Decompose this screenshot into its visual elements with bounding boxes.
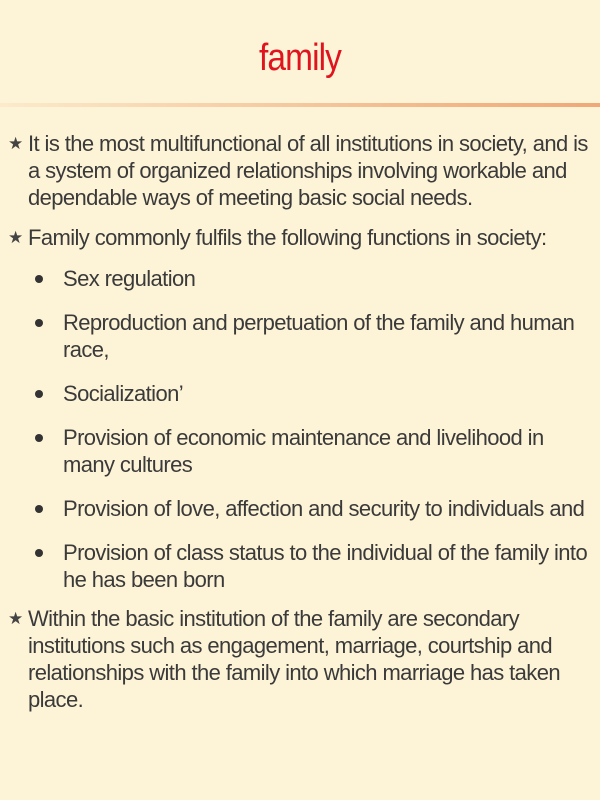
- dot-bullet-icon: [35, 549, 43, 557]
- list-item: [8, 380, 596, 407]
- dot-bullet-icon: [35, 319, 43, 327]
- bullet-item: [8, 224, 596, 251]
- title-divider: [0, 103, 600, 107]
- star-bullet-icon: ★: [8, 609, 23, 628]
- list-item-text: Socialization’: [63, 381, 184, 406]
- list-item-text: Provision of love, affection and security to individuals and: [63, 496, 585, 521]
- list-item-text: Reproduction and perpetuation of the family and human race,: [63, 310, 575, 362]
- bullet-text: It is the most multifunctional of all institutions in society, and is a system of organized relationships involving workable and dependable ways of meeting basic social needs.: [28, 131, 588, 210]
- bullet-item: [8, 130, 596, 211]
- list-item: [8, 495, 596, 522]
- functions-list: [8, 265, 596, 593]
- dot-bullet-icon: [35, 505, 43, 513]
- dot-bullet-icon: [35, 434, 43, 442]
- list-item-text: Sex regulation: [63, 266, 196, 291]
- list-item-text: Provision of economic maintenance and livelihood in many cultures: [63, 425, 544, 477]
- list-item-text: Provision of class status to the individual of the family into he has been born: [63, 540, 588, 592]
- slide-title: family: [258, 37, 342, 79]
- dot-bullet-icon: [35, 390, 43, 398]
- list-item: [8, 424, 596, 478]
- bullet-text: Within the basic institution of the family are secondary institutions such as engagement, marriage, courtship and relationships with the family into which marriage has taken place.: [28, 606, 560, 712]
- dot-bullet-icon: [35, 275, 43, 283]
- bullet-text: Family commonly fulfils the following functions in society:: [28, 225, 547, 250]
- bullet-item: [8, 605, 596, 713]
- list-item: [8, 309, 596, 363]
- star-bullet-icon: ★: [8, 134, 23, 153]
- slide-content: [8, 130, 596, 713]
- star-bullet-icon: ★: [8, 228, 23, 247]
- list-item: [8, 265, 596, 292]
- list-item: [8, 539, 596, 593]
